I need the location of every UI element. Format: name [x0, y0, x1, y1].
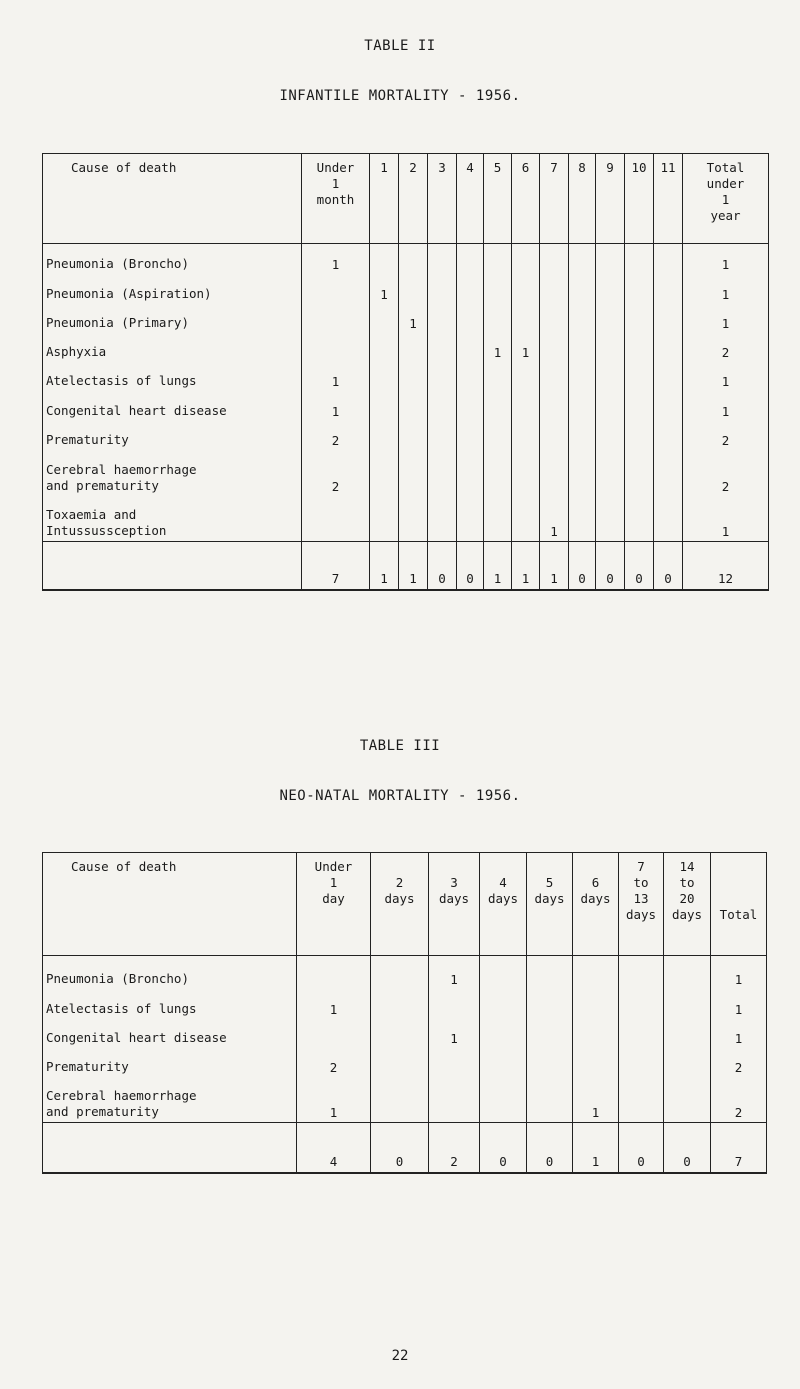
- count-cell: [484, 496, 512, 542]
- count-cell: [484, 450, 512, 496]
- column-header: 1: [370, 154, 399, 244]
- column-header: 7 to 13 days: [619, 853, 664, 956]
- column-header: 5: [484, 154, 512, 244]
- count-cell: [428, 362, 457, 391]
- count-cell: [596, 450, 625, 496]
- column-header: 5 days: [527, 853, 573, 956]
- count-cell: [428, 304, 457, 333]
- count-cell: [302, 274, 370, 304]
- total-cell: 1: [540, 542, 569, 590]
- total-cell: 1: [370, 542, 399, 590]
- count-cell: [569, 333, 596, 362]
- count-cell: [370, 421, 399, 450]
- column-header: 2: [399, 154, 428, 244]
- count-cell: 1: [302, 391, 370, 421]
- count-cell: [596, 421, 625, 450]
- count-cell: [540, 304, 569, 333]
- count-cell: [654, 304, 683, 333]
- total-cell: 0: [428, 542, 457, 590]
- count-cell: [573, 1019, 619, 1048]
- count-cell: [654, 496, 683, 542]
- count-cell: [457, 304, 484, 333]
- count-cell: 1: [683, 496, 769, 542]
- count-cell: [573, 989, 619, 1019]
- total-cell: 0: [625, 542, 654, 590]
- table-row: [43, 274, 769, 304]
- table-row: [43, 421, 769, 450]
- total-cell: 0: [619, 1123, 664, 1173]
- count-cell: [625, 362, 654, 391]
- count-cell: [596, 244, 625, 274]
- cause-cell: Pneumonia (Primary): [43, 304, 302, 333]
- count-cell: [399, 421, 428, 450]
- count-cell: [512, 274, 540, 304]
- total-cell: 0: [527, 1123, 573, 1173]
- total-cell: 0: [371, 1123, 429, 1173]
- count-cell: [480, 1019, 527, 1048]
- column-header: 10: [625, 154, 654, 244]
- table3-label: TABLE III: [359, 738, 441, 754]
- count-cell: [371, 1048, 429, 1077]
- count-cell: [569, 362, 596, 391]
- table-row: [43, 1077, 767, 1123]
- total-cell: 1: [484, 542, 512, 590]
- count-cell: 2: [302, 450, 370, 496]
- count-cell: [569, 496, 596, 542]
- count-cell: [428, 274, 457, 304]
- count-cell: 2: [711, 1077, 767, 1123]
- count-cell: [457, 362, 484, 391]
- column-header: Under 1 day: [297, 853, 371, 956]
- table-row: [43, 450, 769, 496]
- count-cell: [664, 989, 711, 1019]
- count-cell: [569, 391, 596, 421]
- count-cell: 1: [683, 244, 769, 274]
- count-cell: [480, 956, 527, 989]
- table-row: [43, 1019, 767, 1048]
- cause-cell: Congenital heart disease: [43, 1019, 297, 1048]
- count-cell: [480, 989, 527, 1019]
- count-cell: [429, 989, 480, 1019]
- column-header: 3 days: [429, 853, 480, 956]
- count-cell: [512, 391, 540, 421]
- table-row: [43, 333, 769, 362]
- count-cell: [512, 450, 540, 496]
- count-cell: 2: [302, 421, 370, 450]
- count-cell: 1: [297, 989, 371, 1019]
- count-cell: [664, 1077, 711, 1123]
- count-cell: 1: [429, 1019, 480, 1048]
- count-cell: 2: [683, 450, 769, 496]
- count-cell: [399, 450, 428, 496]
- count-cell: [399, 391, 428, 421]
- count-cell: [573, 1048, 619, 1077]
- count-cell: [527, 1077, 573, 1123]
- count-cell: [371, 989, 429, 1019]
- cause-cell: Atelectasis of lungs: [43, 362, 302, 391]
- count-cell: [370, 333, 399, 362]
- count-cell: [654, 244, 683, 274]
- count-cell: 1: [302, 362, 370, 391]
- total-cell: 0: [654, 542, 683, 590]
- count-cell: 1: [683, 304, 769, 333]
- count-cell: [527, 989, 573, 1019]
- count-cell: [540, 244, 569, 274]
- count-cell: [619, 1048, 664, 1077]
- count-cell: [370, 304, 399, 333]
- column-header: 9: [596, 154, 625, 244]
- count-cell: 1: [683, 362, 769, 391]
- count-cell: [625, 333, 654, 362]
- count-cell: [371, 1077, 429, 1123]
- count-cell: [596, 362, 625, 391]
- count-cell: 2: [683, 333, 769, 362]
- count-cell: 1: [540, 496, 569, 542]
- count-cell: [429, 1048, 480, 1077]
- column-header: 3: [428, 154, 457, 244]
- header-row: [43, 853, 767, 956]
- count-cell: [625, 244, 654, 274]
- column-header: Total under 1 year: [683, 154, 769, 244]
- count-cell: [484, 421, 512, 450]
- cause-cell: Cerebral haemorrhage and prematurity: [43, 450, 302, 496]
- count-cell: 1: [370, 274, 399, 304]
- count-cell: [370, 244, 399, 274]
- count-cell: [625, 496, 654, 542]
- count-cell: [625, 304, 654, 333]
- count-cell: [569, 244, 596, 274]
- total-cell: 0: [569, 542, 596, 590]
- cause-cell: Asphyxia: [43, 333, 302, 362]
- table-row: [43, 496, 769, 542]
- table-row: [43, 391, 769, 421]
- table2-title: INFANTILE MORTALITY - 1956.: [279, 88, 521, 104]
- count-cell: [625, 421, 654, 450]
- count-cell: [428, 421, 457, 450]
- total-cell: 0: [596, 542, 625, 590]
- count-cell: [619, 989, 664, 1019]
- count-cell: [540, 450, 569, 496]
- table-row: [43, 244, 769, 274]
- count-cell: [297, 1019, 371, 1048]
- count-cell: [619, 1077, 664, 1123]
- count-cell: [297, 956, 371, 989]
- count-cell: [527, 1019, 573, 1048]
- total-cell: 4: [297, 1123, 371, 1173]
- count-cell: 2: [711, 1048, 767, 1077]
- column-header: Under 1 month: [302, 154, 370, 244]
- table-row: [43, 362, 769, 391]
- table-row: [43, 989, 767, 1019]
- totals-row: [43, 542, 769, 590]
- total-cell: 7: [302, 542, 370, 590]
- totals-row: [43, 1123, 767, 1173]
- count-cell: [457, 274, 484, 304]
- cause-cell: Prematurity: [43, 421, 302, 450]
- count-cell: [573, 956, 619, 989]
- infantile-mortality-table: [42, 153, 769, 591]
- cause-cell: Pneumonia (Broncho): [43, 956, 297, 989]
- count-cell: [625, 391, 654, 421]
- count-cell: [457, 421, 484, 450]
- count-cell: 1: [711, 989, 767, 1019]
- count-cell: [512, 304, 540, 333]
- count-cell: 1: [711, 1019, 767, 1048]
- column-header: 7: [540, 154, 569, 244]
- count-cell: 1: [512, 333, 540, 362]
- count-cell: [654, 333, 683, 362]
- table3-title: NEO-NATAL MORTALITY - 1956.: [279, 788, 521, 804]
- table-row: [43, 956, 767, 989]
- table2-label: TABLE II: [364, 38, 436, 54]
- count-cell: [654, 362, 683, 391]
- count-cell: [512, 244, 540, 274]
- count-cell: [480, 1077, 527, 1123]
- total-cell: 7: [711, 1123, 767, 1173]
- count-cell: [399, 244, 428, 274]
- count-cell: 1: [429, 956, 480, 989]
- count-cell: [484, 274, 512, 304]
- count-cell: [484, 391, 512, 421]
- count-cell: [457, 391, 484, 421]
- total-cell: 0: [480, 1123, 527, 1173]
- count-cell: [596, 391, 625, 421]
- count-cell: [596, 333, 625, 362]
- cause-cell: Toxaemia and Intussussception: [43, 496, 302, 542]
- count-cell: [540, 391, 569, 421]
- count-cell: [371, 956, 429, 989]
- count-cell: [540, 362, 569, 391]
- count-cell: [596, 274, 625, 304]
- count-cell: 1: [683, 391, 769, 421]
- count-cell: 2: [297, 1048, 371, 1077]
- column-header: 4: [457, 154, 484, 244]
- table-row: [43, 304, 769, 333]
- cause-cell: Congenital heart disease: [43, 391, 302, 421]
- count-cell: [428, 391, 457, 421]
- count-cell: [540, 274, 569, 304]
- count-cell: 1: [484, 333, 512, 362]
- count-cell: [527, 1048, 573, 1077]
- cause-cell: Pneumonia (Broncho): [43, 244, 302, 274]
- column-header: 4 days: [480, 853, 527, 956]
- column-header: 6: [512, 154, 540, 244]
- count-cell: [399, 333, 428, 362]
- count-cell: 1: [683, 274, 769, 304]
- count-cell: [619, 1019, 664, 1048]
- count-cell: [371, 1019, 429, 1048]
- total-cell: 1: [512, 542, 540, 590]
- total-cell: 12: [683, 542, 769, 590]
- count-cell: [302, 333, 370, 362]
- total-cell: 0: [457, 542, 484, 590]
- count-cell: [429, 1077, 480, 1123]
- total-cell: 1: [573, 1123, 619, 1173]
- count-cell: [512, 496, 540, 542]
- count-cell: [619, 956, 664, 989]
- page-number: 22: [391, 1348, 409, 1364]
- count-cell: [457, 244, 484, 274]
- count-cell: [664, 1019, 711, 1048]
- count-cell: [370, 362, 399, 391]
- count-cell: 1: [573, 1077, 619, 1123]
- count-cell: [457, 333, 484, 362]
- count-cell: [569, 421, 596, 450]
- column-header: 6 days: [573, 853, 619, 956]
- count-cell: 1: [711, 956, 767, 989]
- total-cell: 1: [399, 542, 428, 590]
- count-cell: [625, 450, 654, 496]
- column-header: 2 days: [371, 853, 429, 956]
- header-row: [43, 154, 769, 244]
- count-cell: [399, 496, 428, 542]
- totals-label-cell: [43, 542, 302, 590]
- cause-cell: Cerebral haemorrhage and prematurity: [43, 1077, 297, 1123]
- count-cell: [654, 450, 683, 496]
- count-cell: [484, 304, 512, 333]
- count-cell: [540, 421, 569, 450]
- neonatal-mortality-table: [42, 852, 767, 1174]
- count-cell: [428, 333, 457, 362]
- count-cell: [664, 956, 711, 989]
- cause-cell: Prematurity: [43, 1048, 297, 1077]
- count-cell: [370, 496, 399, 542]
- count-cell: [484, 244, 512, 274]
- count-cell: [512, 421, 540, 450]
- count-cell: [302, 304, 370, 333]
- count-cell: [596, 496, 625, 542]
- count-cell: [654, 391, 683, 421]
- count-cell: [540, 333, 569, 362]
- count-cell: [370, 391, 399, 421]
- count-cell: [484, 362, 512, 391]
- count-cell: [569, 450, 596, 496]
- count-cell: [527, 956, 573, 989]
- column-header: 14 to 20 days: [664, 853, 711, 956]
- column-header: 8: [569, 154, 596, 244]
- count-cell: [654, 421, 683, 450]
- count-cell: [428, 244, 457, 274]
- total-cell: 0: [664, 1123, 711, 1173]
- count-cell: 1: [302, 244, 370, 274]
- column-header: Total: [711, 853, 767, 956]
- count-cell: [399, 274, 428, 304]
- count-cell: [428, 450, 457, 496]
- count-cell: [664, 1048, 711, 1077]
- count-cell: [569, 274, 596, 304]
- count-cell: [370, 450, 399, 496]
- column-header: Cause of death: [43, 853, 297, 956]
- total-cell: 2: [429, 1123, 480, 1173]
- count-cell: [596, 304, 625, 333]
- count-cell: [457, 496, 484, 542]
- count-cell: [512, 362, 540, 391]
- count-cell: 2: [683, 421, 769, 450]
- count-cell: [302, 496, 370, 542]
- column-header: Cause of death: [43, 154, 302, 244]
- column-header: 11: [654, 154, 683, 244]
- count-cell: [399, 362, 428, 391]
- table-row: [43, 1048, 767, 1077]
- count-cell: [569, 304, 596, 333]
- cause-cell: Pneumonia (Aspiration): [43, 274, 302, 304]
- count-cell: [625, 274, 654, 304]
- count-cell: [480, 1048, 527, 1077]
- count-cell: [428, 496, 457, 542]
- count-cell: [457, 450, 484, 496]
- count-cell: 1: [399, 304, 428, 333]
- count-cell: [654, 274, 683, 304]
- totals-label-cell: [43, 1123, 297, 1173]
- count-cell: 1: [297, 1077, 371, 1123]
- cause-cell: Atelectasis of lungs: [43, 989, 297, 1019]
